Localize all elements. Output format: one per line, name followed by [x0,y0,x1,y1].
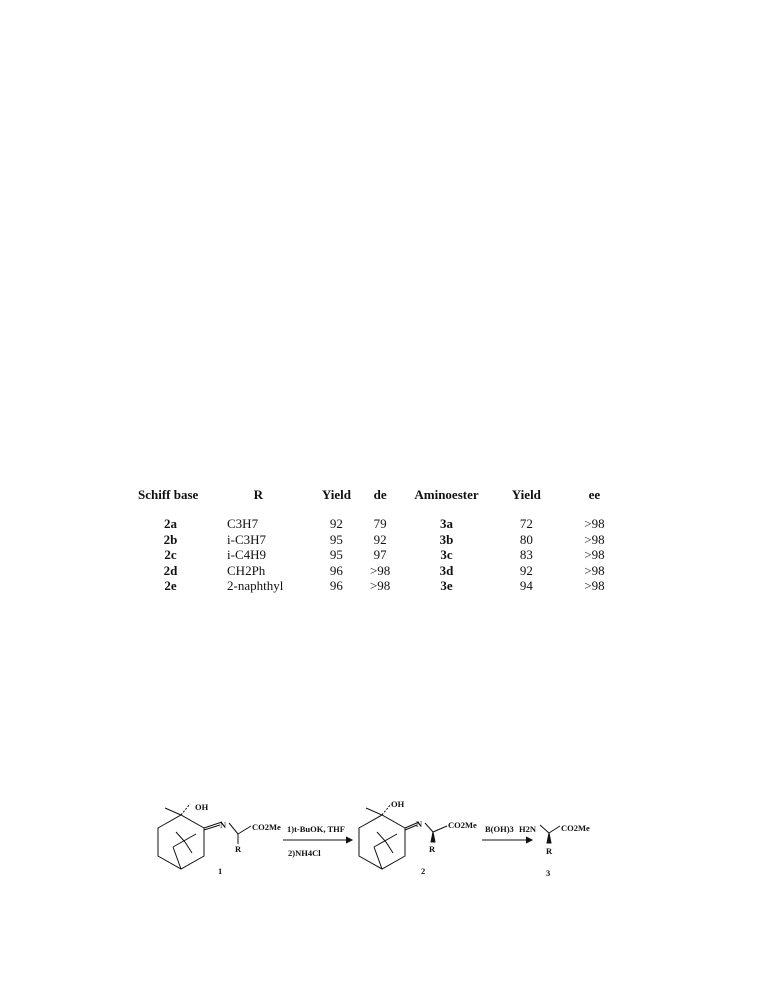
table-header-row [138,486,628,516]
table-row [138,532,628,548]
compound-1-oh: OH [195,802,209,812]
cell-yield: 96 [329,562,343,578]
header-de: de [373,487,387,502]
cell-aminoester: 3d [439,562,454,578]
table-row [138,547,628,563]
cell-schiff-base: 2a [164,516,177,532]
compound-1-ester: CO2Me [252,822,281,832]
cell-r-group: i-C3H7 [227,531,267,547]
cell-yield-2: 94 [519,578,533,594]
header-aminoester: Aminoester [414,487,479,502]
compound-2-label: 2 [421,866,426,876]
cell-de: >98 [369,578,391,594]
cell-aminoester: 3e [440,578,453,594]
header-ee: ee [588,487,601,502]
compound-2-structure [359,804,447,869]
cell-yield: 92 [329,516,343,532]
compound-1-r: R [235,844,242,854]
cell-de: >98 [369,562,391,578]
cell-yield: 95 [329,547,343,563]
compound-2-oh: OH [391,799,405,809]
header-schiff-base: Schiff base [138,487,199,502]
compound-3-ester: CO2Me [561,823,590,833]
cell-ee: >98 [584,547,605,563]
cell-de: 79 [373,516,387,532]
compound-3-structure [540,825,560,843]
cell-de: 92 [373,531,387,547]
step-2-reagent: B(OH)3 [485,824,514,834]
cell-aminoester: 3b [439,531,454,547]
header-yield: Yield [321,487,351,502]
cell-aminoester: 3a [440,516,453,532]
cell-yield-2: 83 [519,547,533,563]
compound-3-amine: H2N [519,824,536,834]
cell-ee: >98 [584,531,605,547]
cell-ee: >98 [584,516,605,532]
step-1-reagent-line-1: 1)t-BuOK, THF [287,824,345,834]
table-row [138,578,628,594]
compound-3-label: 3 [546,868,551,878]
header-r: R [253,487,264,502]
cell-r-group: CH2Ph [227,562,266,578]
cell-schiff-base: 2d [163,562,178,578]
cell-de: 97 [373,547,387,563]
compound-1-label: 1 [218,866,223,876]
cell-r-group: i-C4H9 [227,547,267,563]
cell-yield: 95 [329,531,343,547]
table-row [138,563,628,579]
cell-r-group: 2-naphthyl [227,578,284,594]
cell-schiff-base: 2e [164,578,177,594]
cell-yield: 96 [329,578,343,594]
compound-2-n: N [416,819,423,829]
cell-yield-2: 72 [519,516,533,532]
cell-yield-2: 80 [519,531,533,547]
cell-schiff-base: 2c [164,547,177,563]
step-1-reagent-line-2: 2)NH4Cl [288,848,321,858]
cell-yield-2: 92 [519,562,533,578]
header-yield-2: Yield [511,487,541,502]
cell-schiff-base: 2b [163,531,178,547]
table-row [138,516,628,532]
results-table [138,486,628,594]
compound-2-ester: CO2Me [448,820,477,830]
cell-r-group: C3H7 [227,516,259,532]
cell-aminoester: 3c [440,547,453,563]
compound-1-structure [158,804,251,869]
cell-ee: >98 [584,578,605,594]
cell-ee: >98 [584,562,605,578]
compound-3-r: R [546,846,553,856]
reaction-scheme [0,790,775,890]
compound-2-r: R [429,844,436,854]
compound-1-n: N [220,820,227,830]
